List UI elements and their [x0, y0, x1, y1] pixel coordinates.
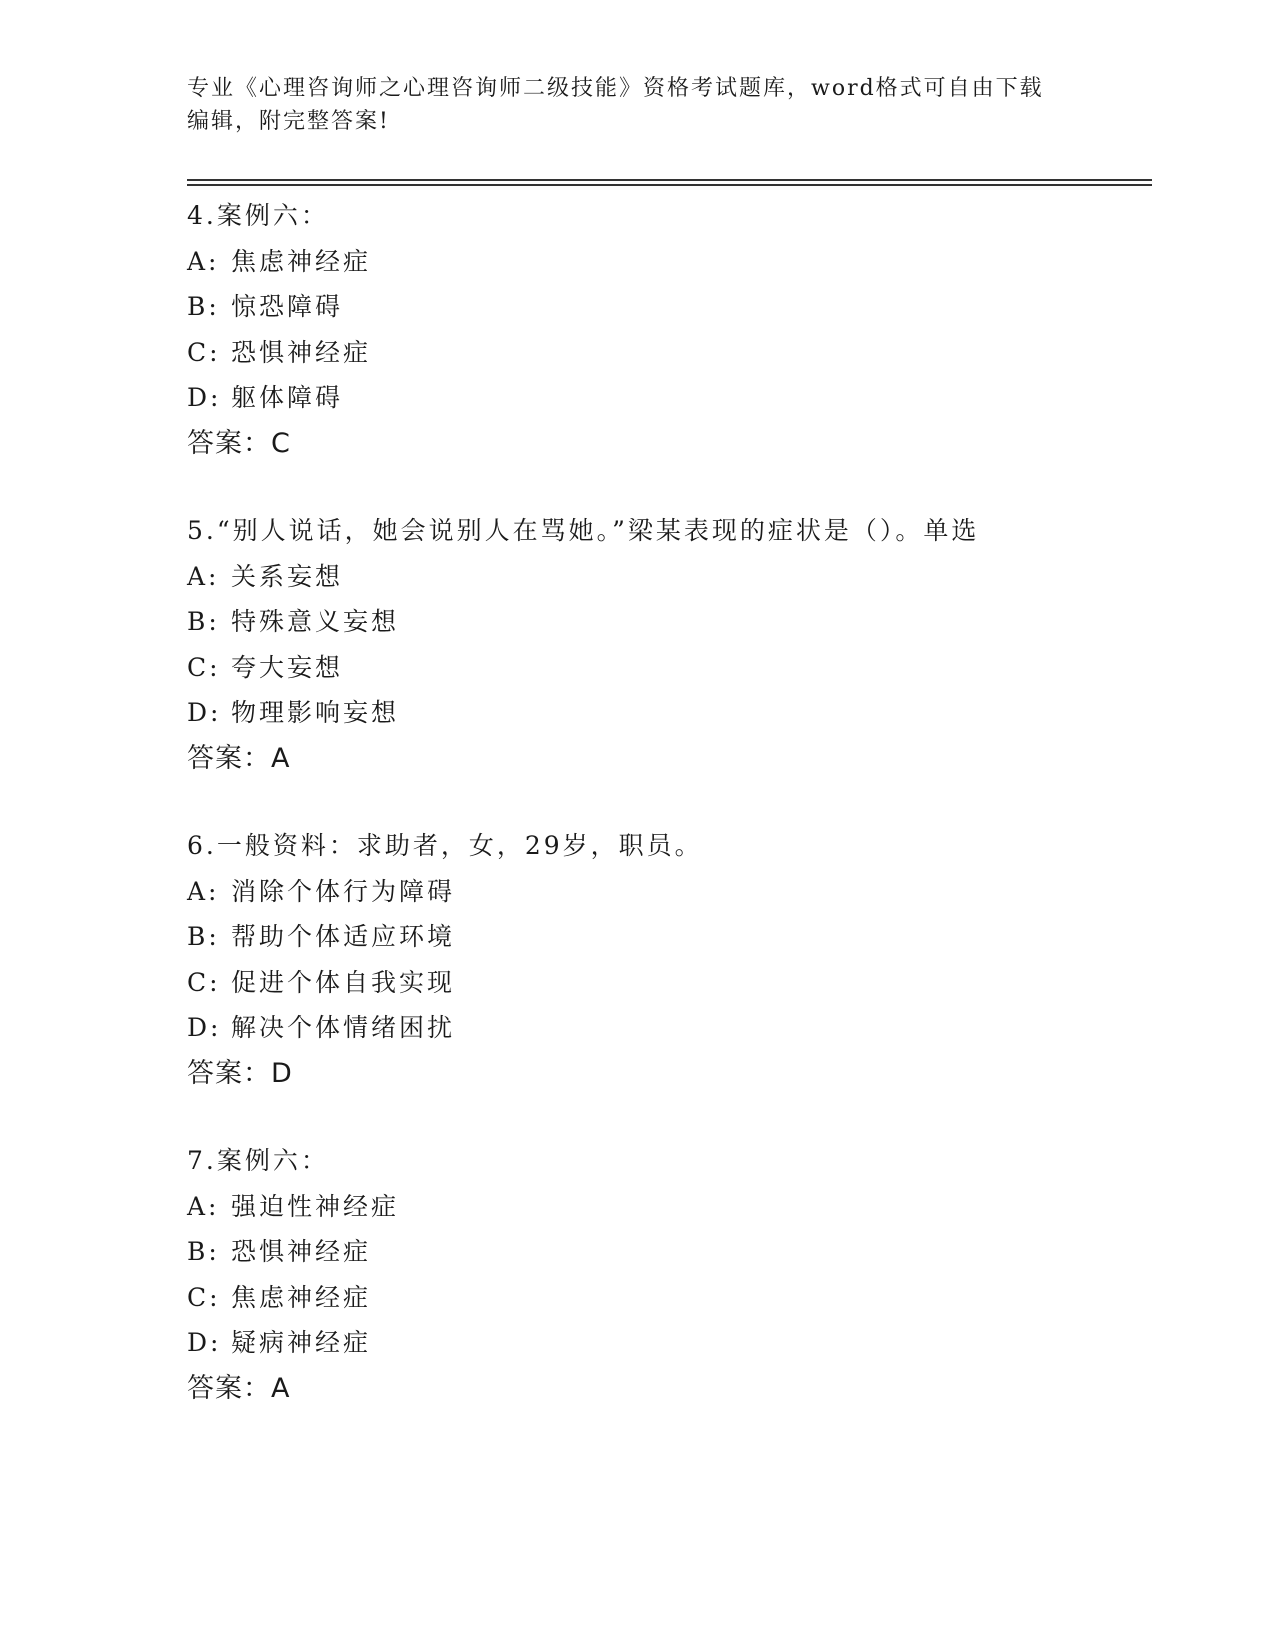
option-d: [187, 1320, 1147, 1366]
option-text: 消除个体行为障碍: [231, 876, 456, 906]
option-text: 夸大妄想: [231, 652, 344, 682]
question-title: 4.案例六：: [187, 201, 329, 230]
answer-line: 答案：A: [187, 1372, 291, 1404]
option-text: 焦虑神经症: [231, 246, 372, 276]
answer-line: 答案：D: [187, 1057, 293, 1089]
option-letter: A:: [187, 1191, 220, 1221]
option-a: [187, 239, 1147, 285]
option-c: [187, 330, 1147, 376]
header-divider-top: [187, 179, 1152, 181]
option-text: 促进个体自我实现: [231, 967, 456, 997]
option-a: [187, 869, 1147, 915]
question-title: 6.一般资料：求助者，女，29岁，职员。: [187, 831, 703, 860]
question-title: 5.“别人说话，她会说别人在骂她。”梁某表现的症状是（）。单选: [187, 516, 980, 545]
option-letter: D:: [187, 1328, 222, 1357]
option-d: [187, 690, 1147, 736]
option-letter: C:: [187, 967, 221, 997]
header-divider-bottom: [187, 184, 1152, 186]
option-text: 强迫性神经症: [231, 1191, 400, 1221]
option-c: [187, 960, 1147, 1006]
option-d: [187, 375, 1147, 421]
option-letter: C:: [187, 652, 221, 682]
option-text: 帮助个体适应环境: [231, 922, 456, 951]
answer-line: 答案：C: [187, 427, 291, 459]
option-text: 恐惧神经症: [231, 337, 372, 367]
option-text: 躯体障碍: [231, 383, 344, 412]
option-letter: B:: [187, 292, 220, 321]
option-letter: A:: [187, 246, 220, 276]
option-letter: D:: [187, 383, 222, 412]
question-6: [187, 823, 1147, 1096]
option-c: [187, 645, 1147, 691]
option-letter: C:: [187, 1282, 221, 1312]
question-7: [187, 1138, 1147, 1411]
option-text: 焦虑神经症: [231, 1282, 372, 1312]
option-text: 特殊意义妄想: [231, 607, 400, 636]
option-c: [187, 1275, 1147, 1321]
header-line-2: 编辑，附完整答案!: [187, 109, 390, 134]
document-header: [187, 72, 1087, 138]
option-text: 关系妄想: [231, 561, 344, 591]
option-letter: D:: [187, 698, 222, 727]
question-list: [187, 193, 1147, 1453]
option-text: 物理影响妄想: [231, 698, 400, 727]
option-b: [187, 599, 1147, 645]
question-4: [187, 193, 1147, 466]
question-5: [187, 508, 1147, 781]
option-text: 解决个体情绪困扰: [231, 1013, 456, 1042]
question-title: 7.案例六：: [187, 1146, 329, 1175]
option-letter: B:: [187, 922, 220, 951]
option-a: [187, 554, 1147, 600]
option-b: [187, 284, 1147, 330]
option-letter: A:: [187, 876, 220, 906]
option-text: 疑病神经症: [231, 1328, 372, 1357]
option-a: [187, 1184, 1147, 1230]
header-line-1: 专业《心理咨询师之心理咨询师二级技能》资格考试题库，word格式可自由下载: [187, 76, 1044, 101]
option-d: [187, 1005, 1147, 1051]
option-letter: B:: [187, 1237, 220, 1266]
option-b: [187, 1229, 1147, 1275]
option-letter: A:: [187, 561, 220, 591]
option-letter: C:: [187, 337, 221, 367]
option-b: [187, 914, 1147, 960]
answer-line: 答案：A: [187, 742, 291, 774]
option-text: 惊恐障碍: [231, 292, 344, 321]
option-letter: B:: [187, 607, 220, 636]
option-letter: D:: [187, 1013, 222, 1042]
option-text: 恐惧神经症: [231, 1237, 372, 1266]
